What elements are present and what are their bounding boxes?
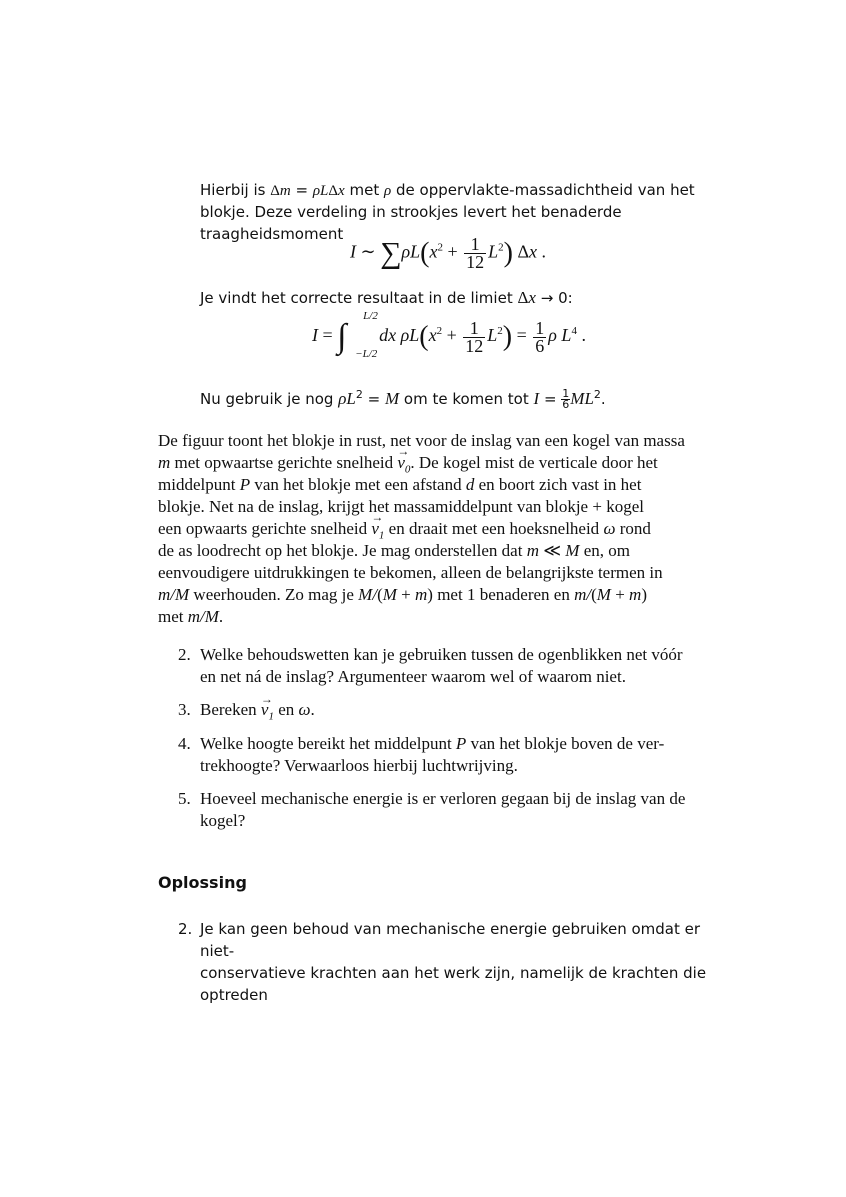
paragraph-line-6: de as loodrecht op het blokje. Je mag onderstellen dat m ≪ M en, om: [158, 541, 630, 560]
question-4: [178, 733, 712, 777]
paragraph-line-8: m/M weerhouden. Zo mag je M/(M + m) met 1 benaderen en m/(M + m): [158, 585, 647, 604]
equation-approx-inertia: I ∼ $\sum\rho L(x^2$ + $\frac{1}{12}$ $L^2$) Δx .: [350, 234, 547, 272]
question-5-line-1: Hoeveel mechanische energie is er verloren gegaan bij de inslag van de: [200, 789, 686, 808]
equation-integral: I = ∫ L/2 −L/2 dx $\rho L(x^2$ + $\frac{1}{12}$ $L^2$) = $\frac{1}{6}$ ρ $L^4$ .: [312, 310, 586, 360]
answer-2-line-1: Je kan geen behoud van mechanische energie gebruiken omdat er niet-: [200, 920, 701, 960]
paragraph-line-9: met m/M.: [158, 607, 224, 626]
question-5-number: 5.: [178, 789, 191, 808]
question-5-line-2: kogel?: [200, 811, 246, 830]
question-3-number: 3.: [178, 700, 191, 719]
solution-heading: Oplossing: [158, 873, 247, 892]
question-4-line-1: Welke hoogte bereikt het middelpunt P van het blokje boven de ver-: [200, 734, 665, 753]
question-5: [178, 788, 712, 832]
paragraph-line-2: m met opwaartse gerichte snelheid $v_0$ →. De kogel mist de verticale door het: [158, 452, 711, 481]
question-3: 3. Bereken $v_1$ → en ω.: [200, 699, 712, 727]
answer-2: [178, 918, 712, 1006]
intro-line-1: Hierbij is Δm = ρLΔx met ρ de oppervlakte-massadichtheid van het: [200, 181, 695, 199]
paragraph-line-4: blokje. Net na de inslag, krijgt het massamiddelpunt van blokje + kogel: [158, 497, 644, 516]
question-2-line-1: Welke behoudswetten kan je gebruiken tussen de ogenblikken net vóór: [200, 645, 683, 664]
question-2-number: 2.: [178, 645, 191, 664]
answer-2-number: 2.: [178, 920, 193, 938]
final-line: Nu gebruik je nog $\rho L^2 = M$ om te komen tot I = $\frac{1}{6}$ $ML^2$.: [200, 387, 606, 411]
answer-2-line-2: conservatieve krachten aan het werk zijn, namelijk de krachten die optreden: [200, 964, 707, 1004]
paragraph-line-7: eenvoudigere uitdrukkingen te bekomen, alleen de belangrijkste termen in: [158, 563, 663, 582]
paragraph-line-3: middelpunt P van het blokje met een afstand d en boort zich vast in het: [158, 475, 642, 494]
paragraph-line-5: een opwaarts gerichte snelheid $v_1$ → en draait met een hoeksnelheid ω rond: [158, 518, 711, 547]
limit-line: Je vindt het correcte resultaat in de limiet Δx → 0:: [200, 288, 573, 307]
paragraph-line-1: De figuur toont het blokje in rust, net voor de inslag van een kogel van massa: [158, 431, 685, 450]
question-4-number: 4.: [178, 734, 191, 753]
question-4-line-2: trekhoogte? Verwaarloos hierbij luchtwrijving.: [200, 756, 518, 775]
intro-line-2: blokje. Deze verdeling in strookjes levert het benaderde traagheidsmoment: [200, 203, 622, 243]
question-2-line-2: en net ná de inslag? Argumenteer waarom wel of waarom niet.: [200, 667, 626, 686]
question-2: [178, 644, 712, 688]
